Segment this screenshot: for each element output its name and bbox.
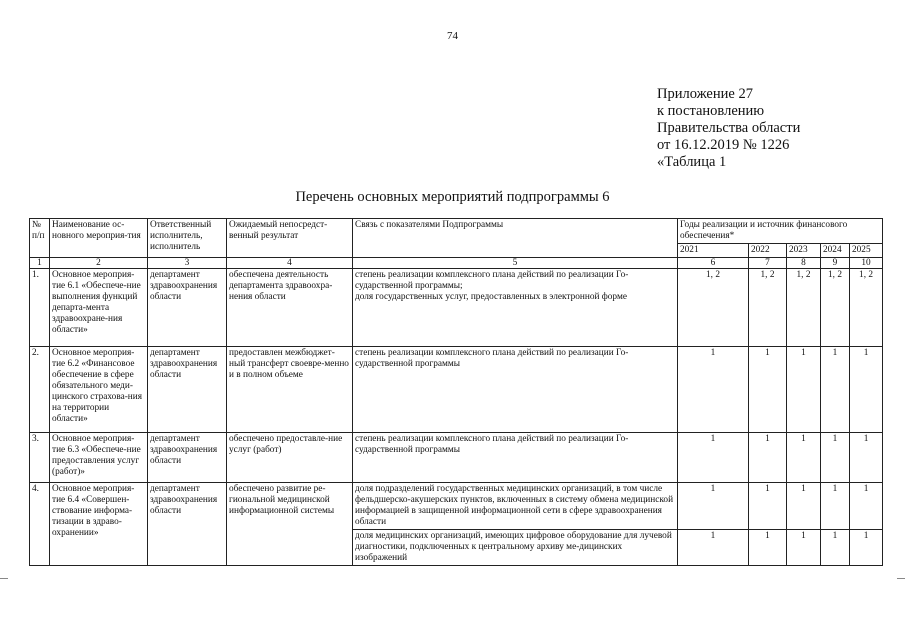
- row-result: обеспечено предоставле-ние услуг (работ): [227, 433, 353, 483]
- appendix-line: от 16.12.2019 № 1226: [657, 137, 790, 153]
- table-row: [30, 433, 883, 483]
- year-value: 1, 2: [678, 269, 749, 347]
- header-row: [30, 219, 883, 244]
- year-value: 1, 2: [749, 269, 787, 347]
- row-result: предоставлен межбюджет-ный трансферт своевре-менно и в полном объеме: [227, 347, 353, 433]
- table-row: [30, 269, 883, 347]
- year-value: 1: [749, 530, 787, 566]
- row-name: Основное мероприя-тие 6.1 «Обеспече-ние выполнения функций департа-мента здравоохране-ния области»: [50, 269, 148, 347]
- appendix-line: Приложение 27: [657, 86, 753, 102]
- row-link: [353, 269, 678, 347]
- year-value: 1, 2: [821, 269, 850, 347]
- header-year: 2023: [787, 244, 821, 258]
- year-value: 1: [787, 483, 821, 530]
- row-link: степень реализации комплексного плана действий по реализации Го-сударственной программы: [353, 347, 678, 433]
- header-years-group: Годы реализации и источник финансового обеспечения*: [678, 219, 883, 244]
- year-value: 1: [678, 530, 749, 566]
- year-value: 1: [678, 433, 749, 483]
- column-number: 10: [850, 258, 883, 269]
- year-value: 1: [850, 530, 883, 566]
- page-edge-mark: [897, 578, 905, 579]
- year-value: 1: [787, 530, 821, 566]
- appendix-line: к постановлению: [657, 103, 765, 119]
- year-value: 1: [749, 483, 787, 530]
- column-number: 8: [787, 258, 821, 269]
- page-number: 74: [447, 30, 458, 42]
- year-value: 1: [821, 483, 850, 530]
- column-number: 2: [50, 258, 148, 269]
- column-number: 3: [148, 258, 227, 269]
- appendix-line: Правительства области: [657, 120, 801, 136]
- table-row: [30, 347, 883, 433]
- row-num: 2.: [30, 347, 50, 433]
- row-executor: департамент здравоохранения области: [148, 433, 227, 483]
- row-link: доля подразделений государственных медицинских организаций, в том числе фельдшерско-акушерских пунктов, включенных в систему обмена медицинской информацией в защищенной информационной сети в сфере здравоохранения области: [353, 483, 678, 530]
- year-value: 1: [787, 347, 821, 433]
- row-name: Основное мероприя-тие 6.4 «Совершен-ствование информа-тизации в здраво-охранении»: [50, 483, 148, 566]
- year-value: 1: [850, 483, 883, 530]
- column-number: 4: [227, 258, 353, 269]
- row-result: обеспечена деятельность департамента здравоохра-нения области: [227, 269, 353, 347]
- header-year: 2021: [678, 244, 749, 258]
- row-link-text: степень реализации комплексного плана действий по реализации Го-сударственной программы; доля государственных услуг, предоставленных в электронной форме: [355, 270, 629, 302]
- year-value: 1, 2: [850, 269, 883, 347]
- appendix-header: [657, 86, 800, 171]
- page-edge-mark: [0, 578, 8, 579]
- row-link: доля медицинских организаций, имеющих цифровое оборудование для лучевой диагностики, подключенных к центральному архиву ме-дицинских изображений: [353, 530, 678, 566]
- column-number: 5: [353, 258, 678, 269]
- column-number: 1: [30, 258, 50, 269]
- year-value: 1: [821, 530, 850, 566]
- year-value: 1, 2: [787, 269, 821, 347]
- row-name: Основное мероприя-тие 6.2 «Финансовое обеспечение в сфере обязательного меди-цинского страхова-ния на территории области»: [50, 347, 148, 433]
- row-name: Основное мероприя-тие 6.3 «Обеспече-ние предоставления услуг (работ)»: [50, 433, 148, 483]
- year-value: 1: [821, 347, 850, 433]
- table-title: Перечень основных мероприятий подпрограммы 6: [295, 189, 610, 205]
- header-result: Ожидаемый непосредст-венный результат: [227, 219, 353, 258]
- row-num: 4.: [30, 483, 50, 566]
- header-year: 2022: [749, 244, 787, 258]
- column-number: 6: [678, 258, 749, 269]
- row-num: 1.: [30, 269, 50, 347]
- row-executor: департамент здравоохранения области: [148, 483, 227, 566]
- row-num: 3.: [30, 433, 50, 483]
- year-value: 1: [850, 347, 883, 433]
- year-value: 1: [749, 433, 787, 483]
- appendix-line: «Таблица 1: [657, 154, 727, 170]
- header-year: 2024: [821, 244, 850, 258]
- column-number: 9: [821, 258, 850, 269]
- table-row: [30, 483, 883, 530]
- row-executor: департамент здравоохранения области: [148, 347, 227, 433]
- header-year: 2025: [850, 244, 883, 258]
- row-result: обеспечено развитие ре-гиональной медицинской информационной системы: [227, 483, 353, 566]
- year-value: 1: [678, 347, 749, 433]
- year-value: 1: [787, 433, 821, 483]
- header-link: Связь с показателями Подпрограммы: [353, 219, 678, 258]
- header-executor: Ответственный исполнитель, исполнитель: [148, 219, 227, 258]
- year-value: 1: [821, 433, 850, 483]
- row-executor: департамент здравоохранения области: [148, 269, 227, 347]
- row-link: степень реализации комплексного плана действий по реализации Го-сударственной программы: [353, 433, 678, 483]
- year-value: 1: [678, 483, 749, 530]
- column-number: 7: [749, 258, 787, 269]
- header-num: № п/п: [30, 219, 50, 258]
- header-name: Наименование ос-новного мероприя-тия: [50, 219, 148, 258]
- year-value: 1: [850, 433, 883, 483]
- column-number-row: [30, 258, 883, 269]
- year-value: 1: [749, 347, 787, 433]
- measures-table: [29, 218, 883, 566]
